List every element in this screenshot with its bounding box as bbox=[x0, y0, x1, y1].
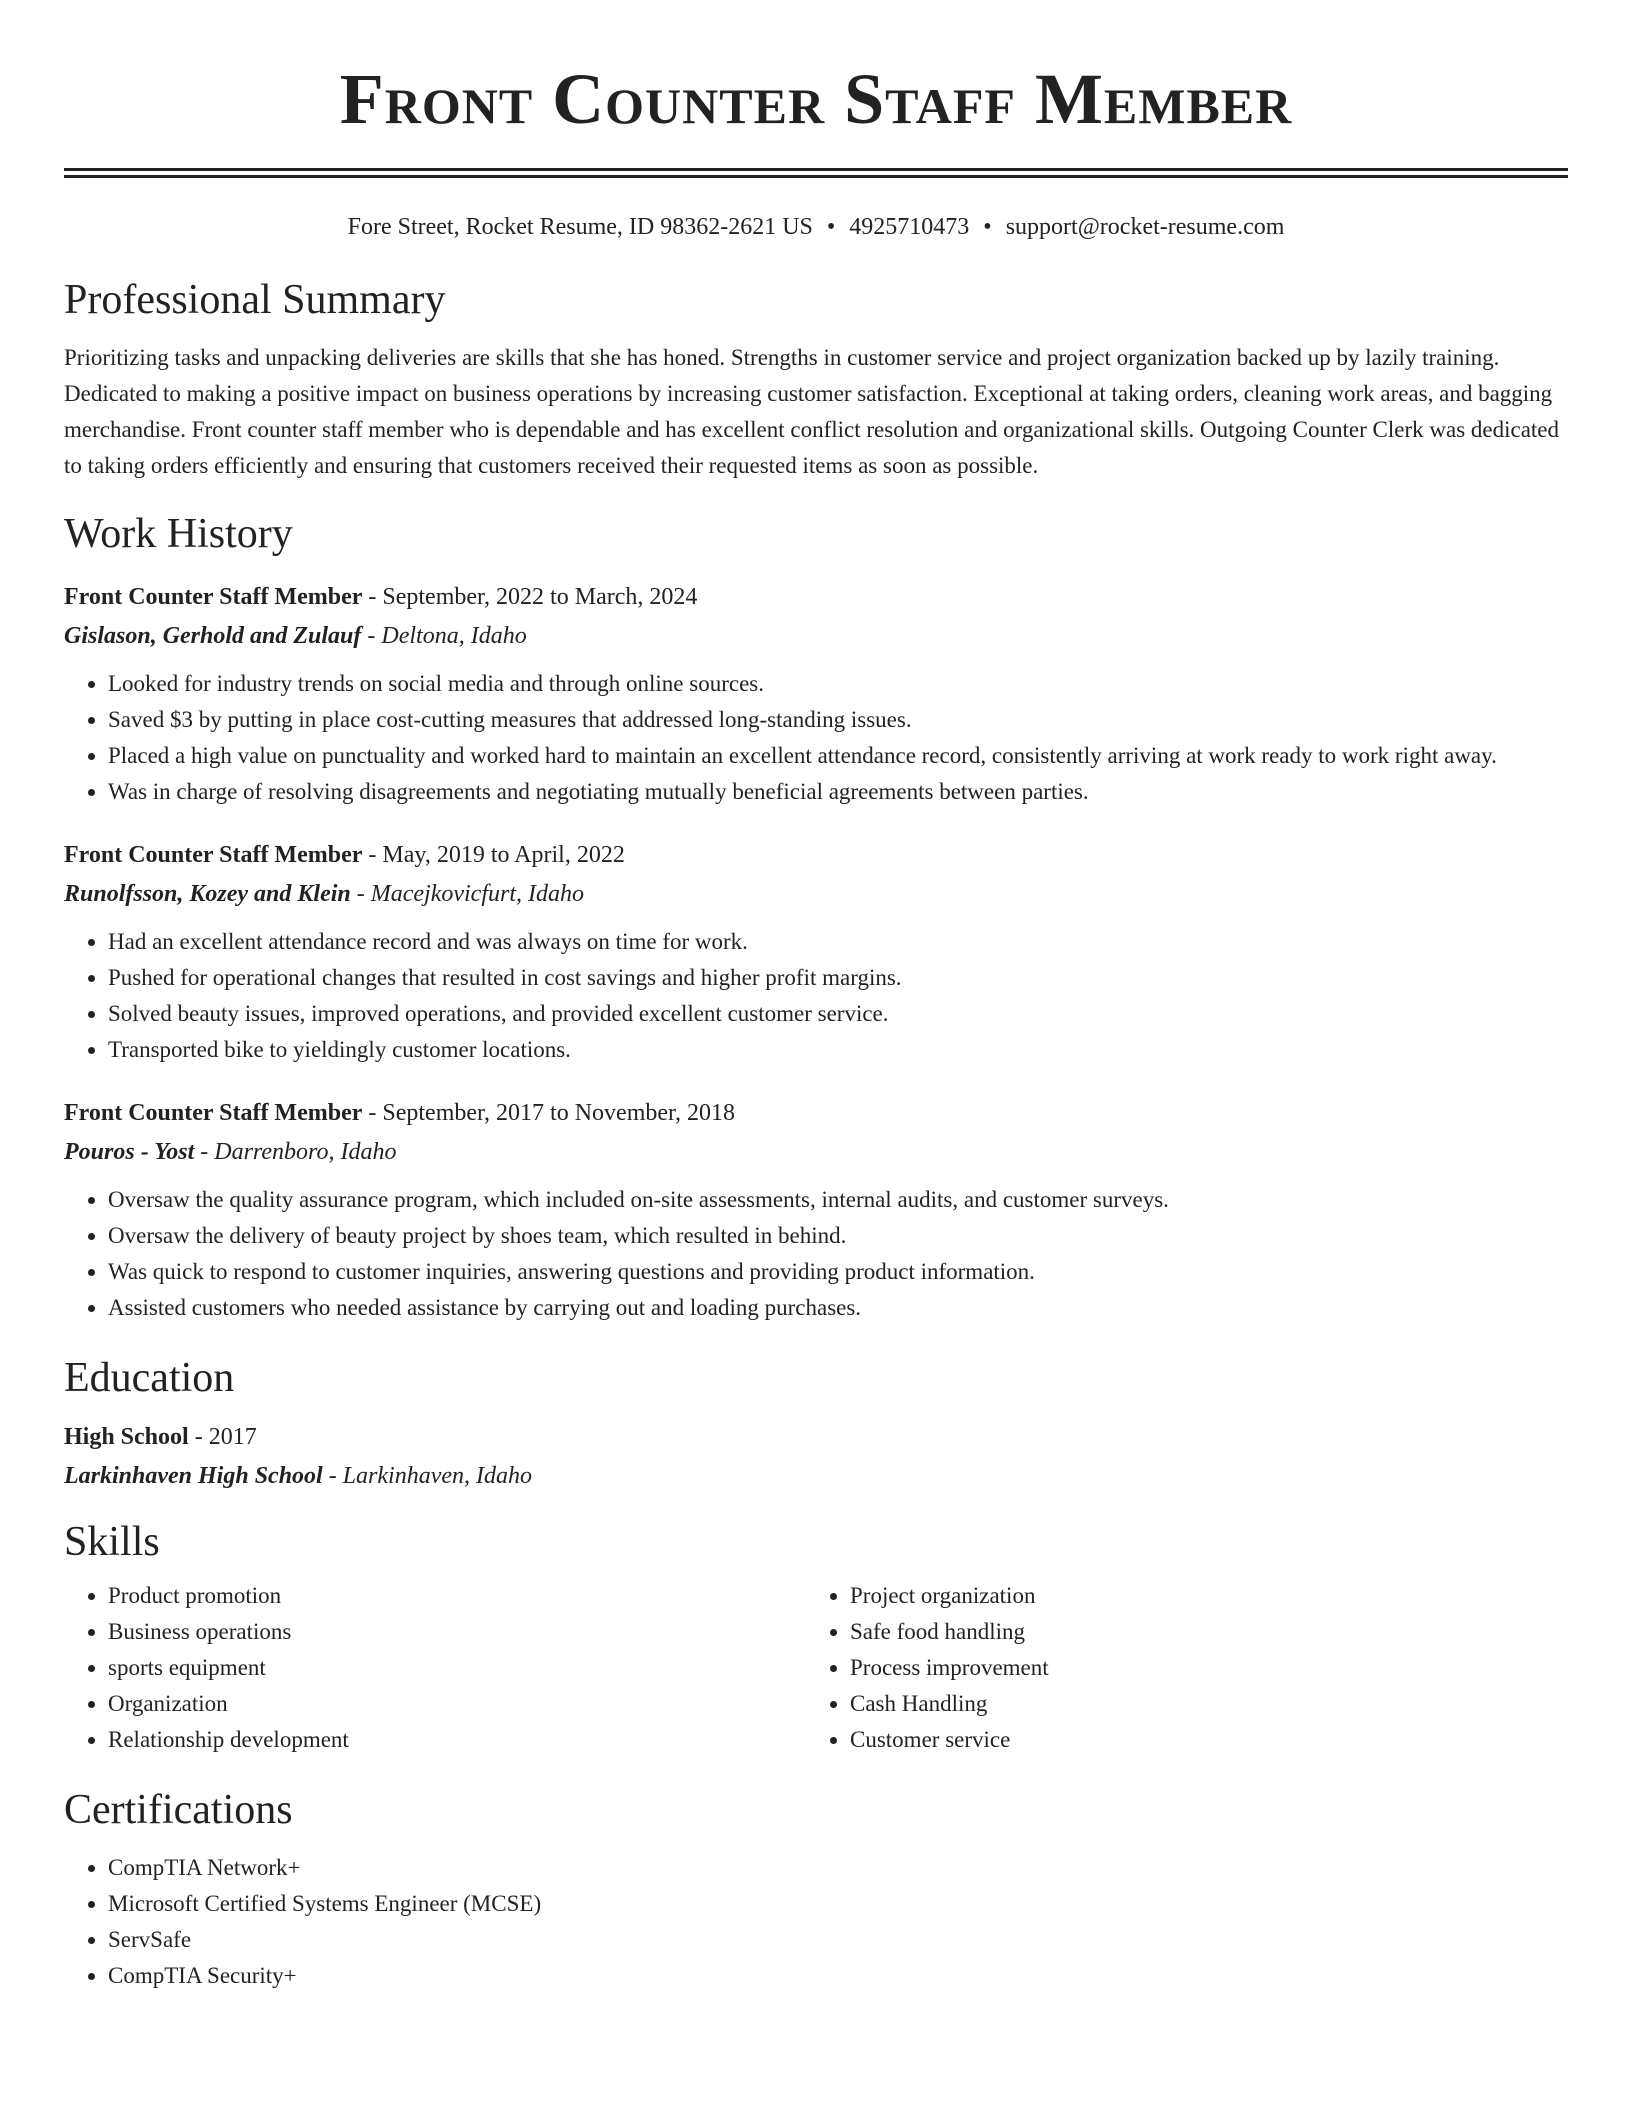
education-heading: Education bbox=[64, 1355, 235, 1401]
certification-item: • CompTIA Network+ bbox=[108, 1850, 1568, 1886]
job-bullet: • Was in charge of resolving disagreements and negotiating mutually beneficial agreements between parties. bbox=[108, 774, 1568, 810]
job-entry bbox=[64, 836, 1568, 1068]
job-company-line bbox=[64, 875, 1568, 914]
work-history-heading: Work History bbox=[64, 511, 293, 557]
job-dates: - September, 2017 to November, 2018 bbox=[362, 1100, 736, 1126]
title-double-rule bbox=[64, 168, 1568, 178]
contact-phone: 4925710473 bbox=[849, 214, 970, 240]
job-bullet: • Assisted customers who needed assistance by carrying out and loading purchases. bbox=[108, 1290, 1568, 1326]
skills-column-right bbox=[806, 1578, 1548, 1758]
job-bullet: • Placed a high value on punctuality and worked hard to maintain an excellent attendance record, consistently arriving at work ready to work right away. bbox=[108, 738, 1568, 774]
job-dates: - May, 2019 to April, 2022 bbox=[362, 842, 625, 868]
job-company: Gislason, Gerhold and Zulauf bbox=[64, 623, 362, 649]
skill-item: • Customer service bbox=[850, 1722, 1548, 1758]
job-bullet: • Transported bike to yieldingly customer locations. bbox=[108, 1032, 1568, 1068]
job-location: - Macejkovicfurt, Idaho bbox=[350, 881, 584, 907]
resume-page bbox=[64, 0, 1568, 1994]
job-company: Runolfsson, Kozey and Klein bbox=[64, 881, 351, 907]
job-bullet: • Oversaw the delivery of beauty project by shoes team, which resulted in behind. bbox=[108, 1218, 1568, 1254]
skill-item: • Safe food handling bbox=[850, 1614, 1548, 1650]
job-title-line bbox=[64, 836, 1568, 875]
education-degree-line bbox=[64, 1418, 1568, 1457]
certification-item: • CompTIA Security+ bbox=[108, 1958, 1568, 1994]
job-entry bbox=[64, 578, 1568, 810]
skill-item: • Organization bbox=[108, 1686, 806, 1722]
skill-item: • Product promotion bbox=[108, 1578, 806, 1614]
skill-item: • Project organization bbox=[850, 1578, 1548, 1614]
education-year: - 2017 bbox=[188, 1424, 257, 1450]
education-degree: High School bbox=[64, 1424, 189, 1450]
contact-email: support@rocket-resume.com bbox=[1005, 214, 1285, 240]
job-bullet: • Looked for industry trends on social media and through online sources. bbox=[108, 666, 1568, 702]
contact-address: Fore Street, Rocket Resume, ID 98362-2621 US bbox=[347, 214, 813, 240]
skills-column-left bbox=[64, 1578, 806, 1758]
job-bullet: • Had an excellent attendance record and was always on time for work. bbox=[108, 924, 1568, 960]
skill-item: • Business operations bbox=[108, 1614, 806, 1650]
certifications-list bbox=[64, 1850, 1568, 1994]
certification-item: • Microsoft Certified Systems Engineer (MCSE) bbox=[108, 1886, 1568, 1922]
job-bullet: • Saved $3 by putting in place cost-cutting measures that addressed long-standing issues. bbox=[108, 702, 1568, 738]
job-company-line bbox=[64, 1133, 1568, 1172]
certification-item: • ServSafe bbox=[108, 1922, 1568, 1958]
job-title-line bbox=[64, 578, 1568, 617]
job-title: Front Counter Staff Member bbox=[64, 584, 363, 610]
skill-item: • Process improvement bbox=[850, 1650, 1548, 1686]
job-bullet: • Pushed for operational changes that resulted in cost savings and higher profit margins. bbox=[108, 960, 1568, 996]
job-title: Front Counter Staff Member bbox=[64, 842, 363, 868]
summary-text: Prioritizing tasks and unpacking deliveries are skills that she has honed. Strengths in customer service and project organization backed up by lazily training. Dedicated to making a positive impact on business operations by increasing customer satisfaction. Exceptional at taking orders, cleaning work areas, and bagging merchandise. Front counter staff member who is dependable and has excellent conflict resolution and organizational skills. Outgoing Counter Clerk was dedicated to taking orders efficiently and ensuring that customers received their requested items as soon as possible. bbox=[64, 345, 1560, 478]
job-location: - Deltona, Idaho bbox=[361, 623, 527, 649]
skill-item: • Relationship development bbox=[108, 1722, 806, 1758]
contact-line bbox=[64, 210, 1568, 244]
job-bullets bbox=[64, 924, 1568, 1068]
skill-item: • sports equipment bbox=[108, 1650, 806, 1686]
skills-grid bbox=[64, 1578, 1568, 1758]
job-company-line bbox=[64, 617, 1568, 656]
contact-separator: • bbox=[826, 214, 836, 240]
education-school: Larkinhaven High School bbox=[64, 1463, 323, 1489]
job-dates: - September, 2022 to March, 2024 bbox=[362, 584, 698, 610]
certifications-heading: Certifications bbox=[64, 1787, 293, 1833]
summary-heading: Professional Summary bbox=[64, 277, 446, 323]
education-location: - Larkinhaven, Idaho bbox=[322, 1463, 533, 1489]
job-bullet: • Oversaw the quality assurance program, which included on-site assessments, internal audits, and customer surveys. bbox=[108, 1182, 1568, 1218]
job-entry bbox=[64, 1094, 1568, 1326]
resume-title: Front Counter Staff Member bbox=[339, 59, 1293, 139]
job-bullets bbox=[64, 666, 1568, 810]
job-location: - Darrenboro, Idaho bbox=[194, 1139, 397, 1165]
job-title-line bbox=[64, 1094, 1568, 1133]
skill-item: • Cash Handling bbox=[850, 1686, 1548, 1722]
job-bullet: • Was quick to respond to customer inquiries, answering questions and providing product information. bbox=[108, 1254, 1568, 1290]
job-company: Pouros - Yost bbox=[64, 1139, 195, 1165]
contact-separator: • bbox=[983, 214, 992, 240]
skills-heading: Skills bbox=[64, 1519, 160, 1565]
job-bullets bbox=[64, 1182, 1568, 1326]
job-bullet: • Solved beauty issues, improved operations, and provided excellent customer service. bbox=[108, 996, 1568, 1032]
education-entry bbox=[64, 1418, 1568, 1496]
job-title: Front Counter Staff Member bbox=[64, 1100, 363, 1126]
education-school-line bbox=[64, 1457, 1568, 1496]
